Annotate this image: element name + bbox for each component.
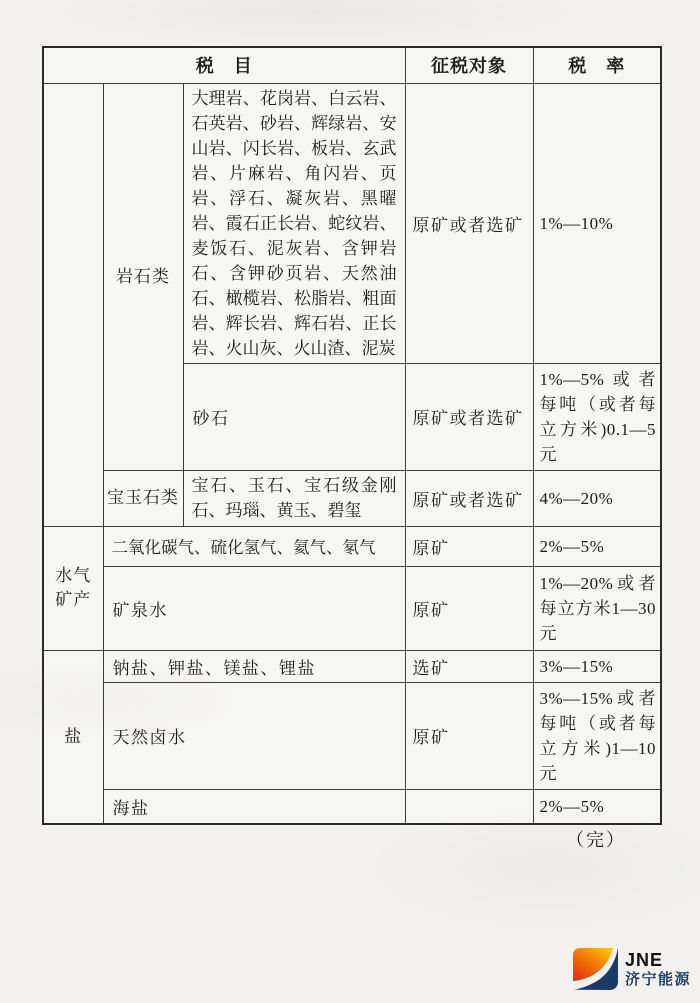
jne-logo-icon xyxy=(572,947,619,991)
cell-gems-object: 原矿或者选矿 xyxy=(405,470,533,526)
cell-mineral-water-item: 矿泉水 xyxy=(103,566,405,650)
cell-sea-salt-rate: 2%—5% xyxy=(533,789,661,824)
resource-tax-rate-table xyxy=(42,46,662,825)
header-tax-rate: 税 率 xyxy=(533,47,661,83)
cell-rock-rate: 1%—10% xyxy=(533,83,661,363)
cell-gases-item: 二氧化碳气、硫化氢气、氦气、氡气 xyxy=(103,526,405,566)
jne-logo xyxy=(572,947,691,991)
cell-sand-object: 原矿或者选矿 xyxy=(405,363,533,470)
jne-logo-abbr: JNE xyxy=(625,950,664,970)
cell-category-water-gas: 水气矿产 xyxy=(43,526,103,650)
cell-rock-items: 大理岩、花岗岩、白云岩、石英岩、砂岩、辉绿岩、安山岩、闪长岩、板岩、玄武岩、片麻岩、角闪岩、页岩、浮石、凝灰岩、黑曜岩、霞石正长岩、蛇纹岩、麦饭石、泥灰岩、含钾岩石、含钾砂页岩、天然油石、橄榄岩、松脂岩、粗面岩、辉长岩、辉石岩、正长岩、火山灰、火山渣、泥炭 xyxy=(183,83,405,363)
cell-category-rock-section xyxy=(43,83,103,526)
table-row xyxy=(43,470,661,526)
cell-gases-rate: 2%—5% xyxy=(533,526,661,566)
header-tax-object: 征税对象 xyxy=(405,47,533,83)
table-row xyxy=(43,650,661,682)
cell-sand-item: 砂石 xyxy=(183,363,405,470)
table-row xyxy=(43,682,661,789)
cell-brine-item: 天然卤水 xyxy=(103,682,405,789)
cell-rock-object: 原矿或者选矿 xyxy=(405,83,533,363)
cell-category-gem-class: 宝玉石类 xyxy=(103,470,183,526)
header-tax-item: 税 目 xyxy=(43,47,405,83)
cell-sea-salt-item: 海盐 xyxy=(103,789,405,824)
cell-gems-rate: 4%—20% xyxy=(533,470,661,526)
cell-category-rock-class: 岩石类 xyxy=(103,83,183,470)
cell-sea-salt-object xyxy=(405,789,533,824)
cell-category-salt: 盐 xyxy=(43,650,103,824)
cell-salts-rate: 3%—15% xyxy=(533,650,661,682)
table-header-row xyxy=(43,47,661,83)
cell-gases-object: 原矿 xyxy=(405,526,533,566)
cell-brine-object: 原矿 xyxy=(405,682,533,789)
table-row xyxy=(43,789,661,824)
cell-brine-rate: 3%—15%或者每吨（或者每立方米)1—10元 xyxy=(533,682,661,789)
cell-mineral-water-rate: 1%—20%或者每立方米1—30元 xyxy=(533,566,661,650)
cell-salts-item: 钠盐、钾盐、镁盐、锂盐 xyxy=(103,650,405,682)
end-of-document-mark: （完） xyxy=(566,830,626,850)
table-row xyxy=(43,83,661,363)
jne-logo-name: 济宁能源 xyxy=(625,971,692,988)
cell-mineral-water-object: 原矿 xyxy=(405,566,533,650)
cell-salts-object: 选矿 xyxy=(405,650,533,682)
table-row xyxy=(43,566,661,650)
table-row xyxy=(43,526,661,566)
cell-gems-items: 宝石、玉石、宝石级金刚石、玛瑙、黄玉、碧玺 xyxy=(183,470,405,526)
cell-sand-rate: 1%—5%或者每吨（或者每立方米)0.1—5元 xyxy=(533,363,661,470)
